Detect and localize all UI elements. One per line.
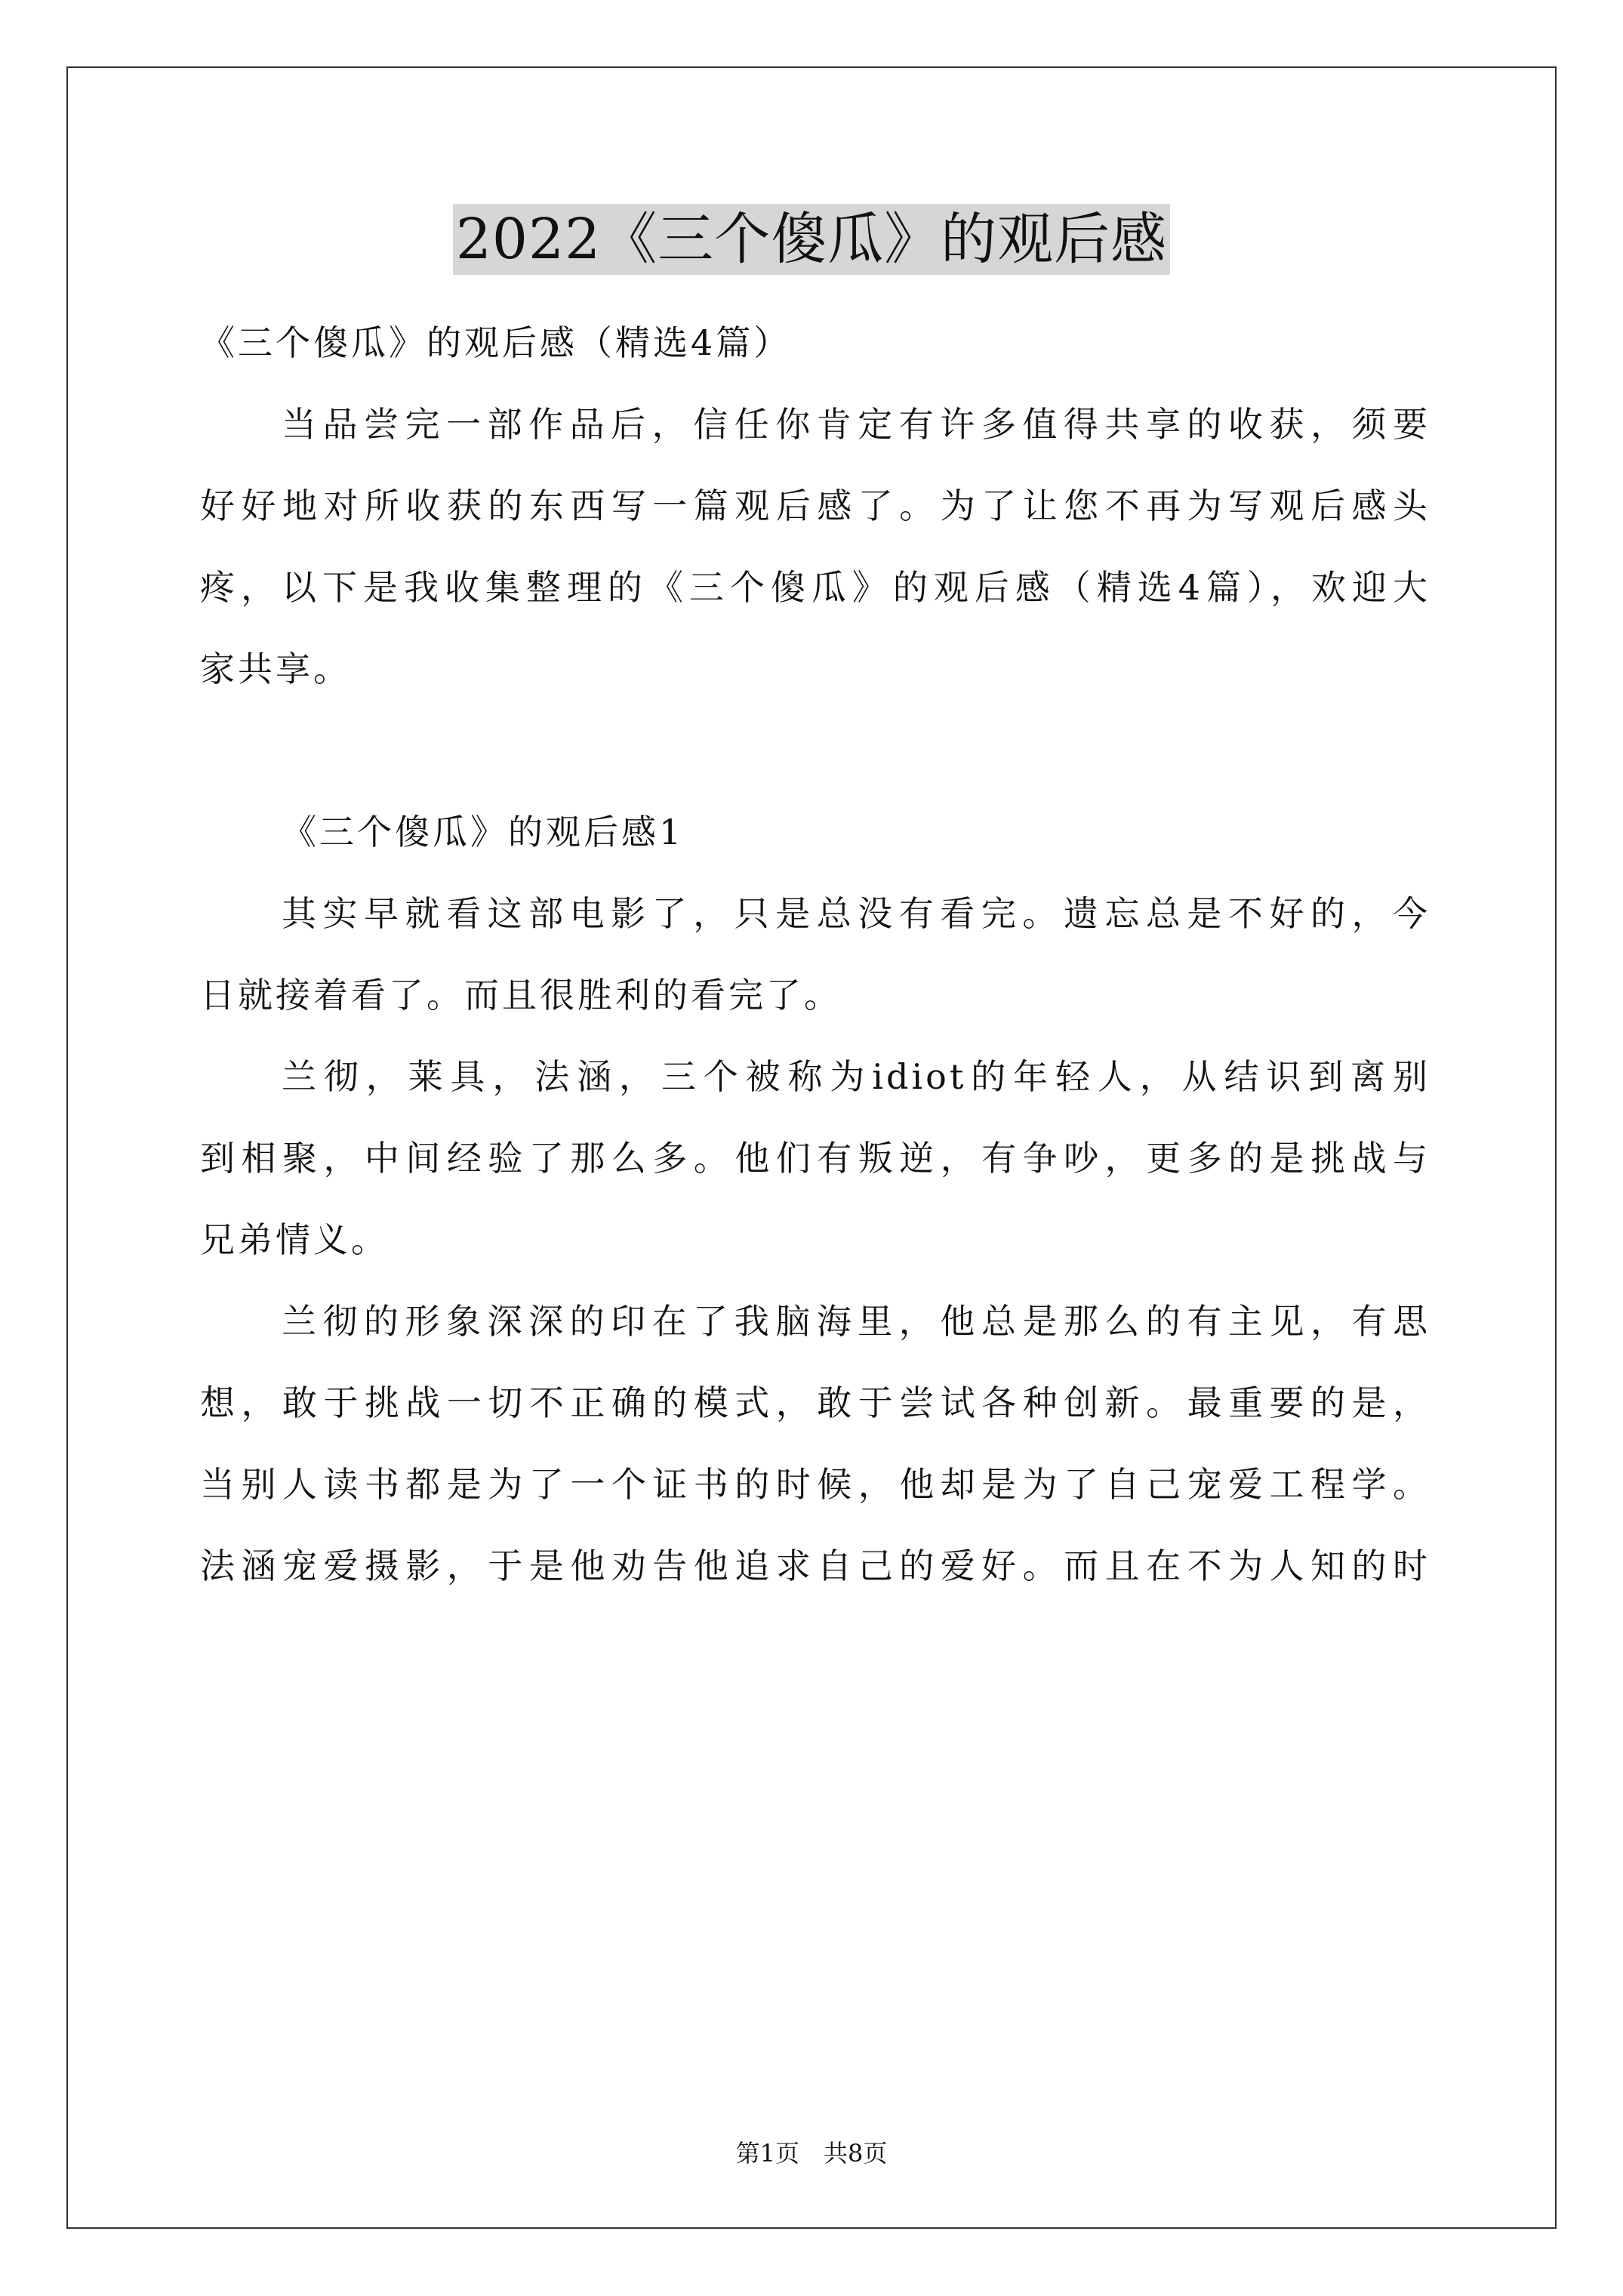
- paragraph-line: 当品尝完一部作品后，信任你肯定有许多值得共享的收获，须要: [282, 404, 1431, 445]
- paragraph-2: [200, 1036, 1431, 1281]
- intro-paragraph: [200, 384, 1431, 710]
- document-title: 2022《三个傻瓜》的观后感: [453, 204, 1170, 275]
- paragraph-line: 家共享。: [200, 649, 351, 689]
- paragraph-line: 兰彻，莱具，法涵，三个被称为idiot的年轻人，从结识到离别: [282, 1056, 1431, 1097]
- paragraph-line: 兰彻的形象深深的印在了我脑海里，他总是那么的有主见，有思: [282, 1301, 1431, 1342]
- section-gap: [200, 710, 1431, 791]
- page-footer: 第1页 共8页: [735, 2139, 888, 2168]
- paragraph-line: 其实早就看这部电影了，只是总没有看完。遗忘总是不好的，今: [282, 893, 1431, 934]
- paragraph-line: 法涵宠爱摄影，于是他劝告他追求自己的爱好。而且在不为人知的时: [200, 1546, 1431, 1586]
- paragraph-line: 好好地对所收获的东西写一篇观后感了。为了让您不再为写观后感头: [200, 485, 1431, 526]
- paragraph-3: [200, 1281, 1431, 1607]
- paragraph-line: 想，敢于挑战一切不正确的模式，敢于尝试各种创新。最重要的是，: [200, 1382, 1431, 1423]
- document-body: [200, 302, 1431, 1607]
- paragraph-line: 疼，以下是我收集整理的《三个傻瓜》的观后感（精选4篇），欢迎大: [200, 567, 1431, 608]
- paragraph-line: 到相聚，中间经验了那么多。他们有叛逆，有争吵，更多的是挑战与: [200, 1138, 1431, 1179]
- paragraph-1: [200, 873, 1431, 1036]
- subtitle: 《三个傻瓜》的观后感（精选4篇）: [200, 322, 792, 363]
- paragraph-line: 兄弟情义。: [200, 1219, 389, 1260]
- paragraph-line: 日就接着看了。而且很胜利的看完了。: [200, 975, 842, 1015]
- section-heading: 《三个傻瓜》的观后感1: [282, 812, 685, 852]
- title-container: [0, 204, 1623, 275]
- paragraph-line: 当别人读书都是为了一个证书的时候，他却是为了自己宠爱工程学。: [200, 1464, 1431, 1505]
